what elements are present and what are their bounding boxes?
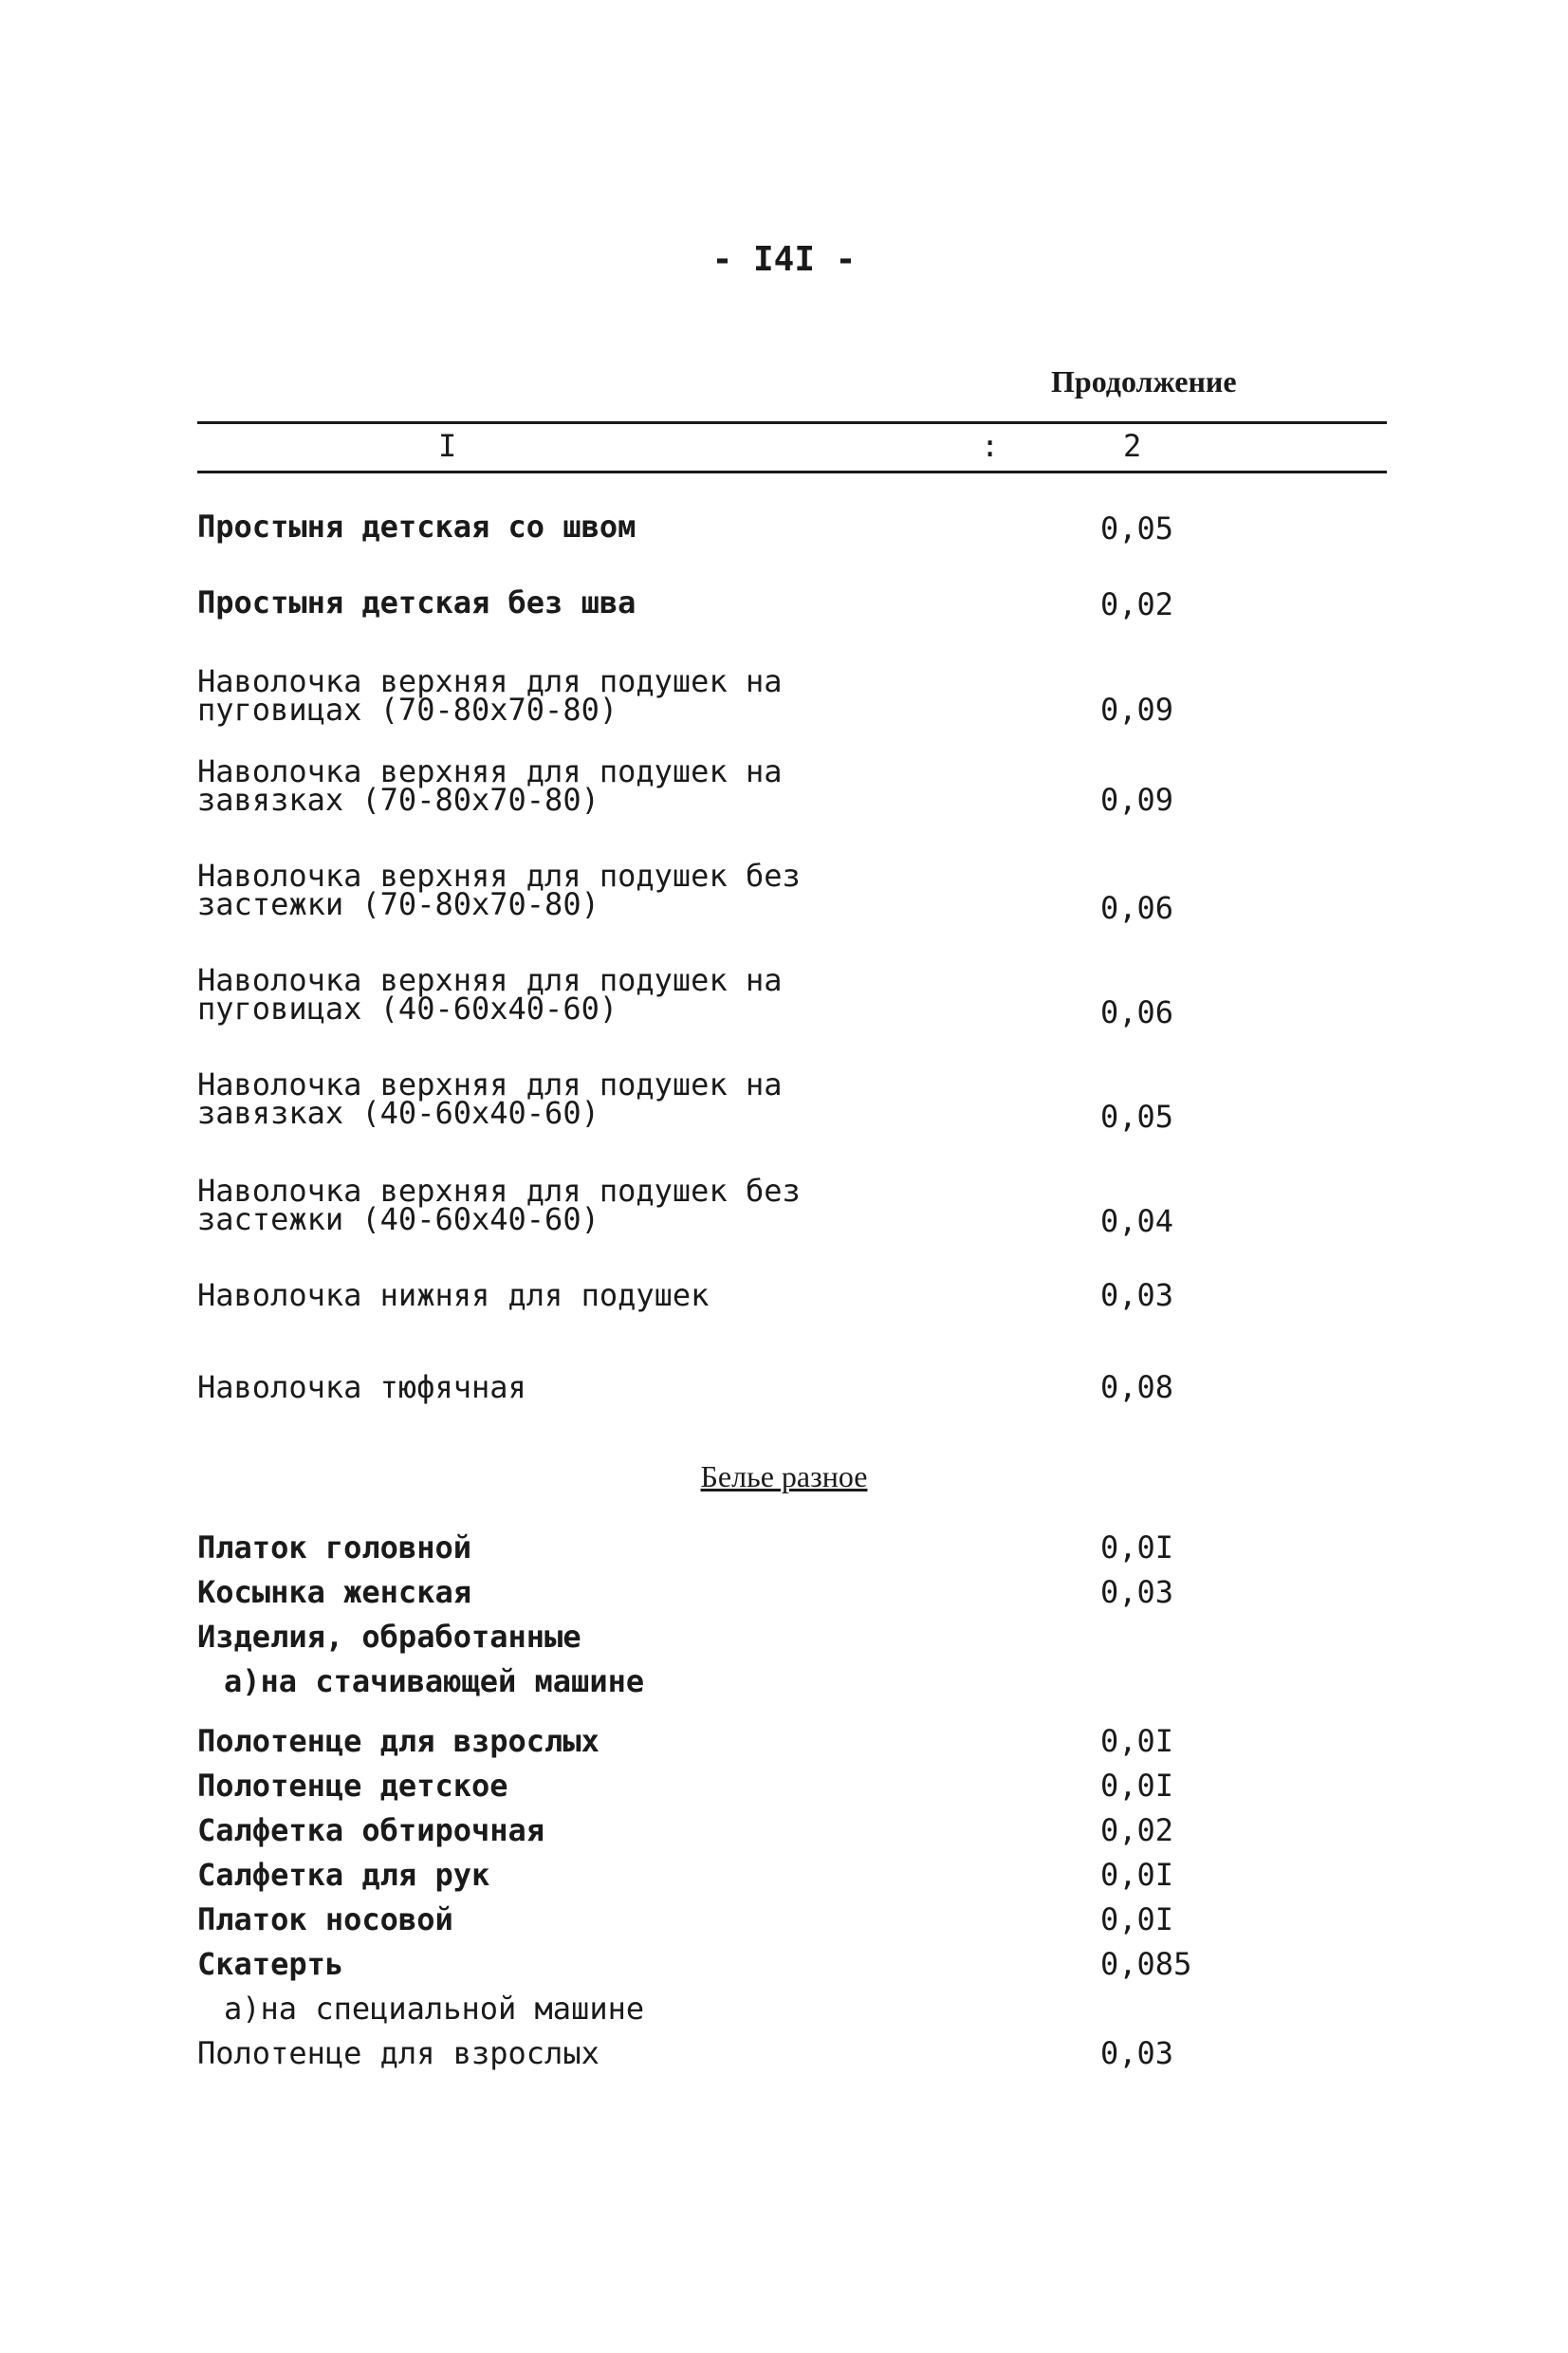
item-subheading: а)на стачивающей машине [224,1663,645,1699]
item-value: 0,02 [1100,1812,1174,1848]
item-name-line1: Наволочка верхняя для подушек на [197,663,783,699]
section-title: Белье разное [700,1459,868,1493]
item-name: Наволочка нижняя для подушек [197,1277,710,1313]
item-value: 0,0I [1100,1529,1174,1566]
item-name: Простыня детская без шва [197,584,636,621]
item-value: 0,04 [1100,1203,1174,1239]
item-name-line1: Наволочка верхняя для подушек на [197,1066,783,1102]
item-name: Полотенце детское [197,1768,508,1804]
column-header-1: I [438,428,457,464]
item-value: 0,08 [1100,1369,1174,1405]
item-name: Простыня детская со швом [197,509,636,545]
page-number: - I4I - [711,240,857,279]
item-name-line1: Наволочка верхняя для подушек без [197,858,801,894]
item-name: Салфетка для рук [197,1857,490,1893]
item-subheading: а)на специальной машине [224,1991,645,2027]
table-header-rule [197,471,1387,473]
item-value: 0,085 [1100,1946,1192,1982]
item-name: Полотенце для взрослых [197,1723,600,1759]
item-value: 0,06 [1100,994,1174,1030]
item-value: 0,03 [1100,1574,1174,1610]
item-value: 0,05 [1100,1099,1174,1135]
continuation-label: Продолжение [1051,364,1237,398]
item-name-line2: завязках (70-80х70-80) [197,782,600,818]
item-name: Платок носовой [197,1901,453,1937]
column-separator: : [981,428,1000,464]
item-name: Наволочка тюфячная [197,1369,526,1405]
item-name-line2: завязках (40-60х40-60) [197,1095,600,1131]
item-name: Скатерть [197,1946,344,1982]
item-value: 0,0I [1100,1768,1174,1804]
table-top-rule [197,421,1387,424]
item-name: Платок головной [197,1529,471,1566]
item-name-line1: Наволочка верхняя для подушек без [197,1173,801,1209]
item-value: 0,0I [1100,1723,1174,1759]
item-value: 0,03 [1100,1277,1174,1313]
item-value: 0,09 [1100,692,1174,728]
item-name-line2: пуговицах (40-60х40-60) [197,991,618,1027]
item-name-line1: Наволочка верхняя для подушек на [197,962,783,998]
item-name-line1: Наволочка верхняя для подушек на [197,753,783,789]
item-name: Салфетка обтирочная [197,1812,545,1848]
item-name: Изделия, обработанные [197,1619,581,1655]
column-header-2: 2 [1123,428,1142,464]
item-name-line2: застежки (40-60х40-60) [197,1201,600,1237]
item-name-line2: застежки (70-80х70-80) [197,886,600,922]
item-name: Полотенце для взрослых [197,2035,600,2071]
item-value: 0,05 [1100,510,1174,547]
item-value: 0,0I [1100,1857,1174,1893]
item-value: 0,0I [1100,1901,1174,1937]
item-value: 0,03 [1100,2035,1174,2071]
item-value: 0,02 [1100,586,1174,622]
item-name-line2: пуговицах (70-80х70-80) [197,692,618,728]
item-name: Косынка женская [197,1574,471,1610]
item-value: 0,06 [1100,890,1174,926]
item-value: 0,09 [1100,782,1174,818]
